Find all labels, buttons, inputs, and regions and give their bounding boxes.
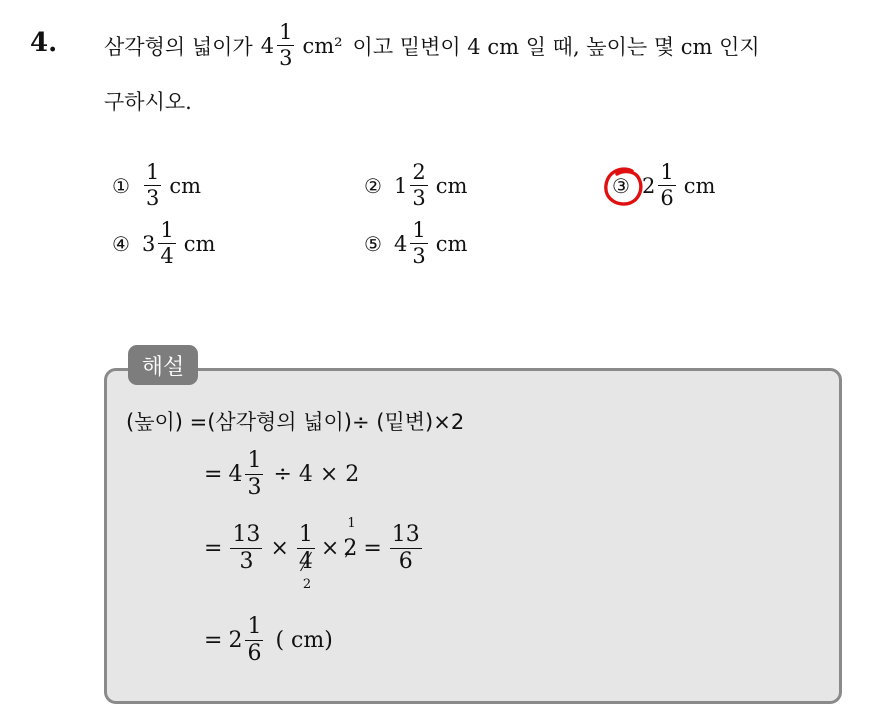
area-denominator: 3 <box>279 46 293 70</box>
solution-line-3-f1-den: 3 <box>239 549 254 574</box>
option-2-fraction <box>410 162 427 209</box>
solution-line-4-eq: = <box>204 628 223 653</box>
area-whole: 4 <box>260 33 275 58</box>
option-3-fraction <box>658 162 675 209</box>
solution-line-2-eq: = <box>204 462 223 487</box>
option-1-den: 3 <box>145 186 160 210</box>
solution-line-3-fraction-1 <box>230 524 262 573</box>
option-5-den: 3 <box>412 244 426 268</box>
solution-line-3-two: 2 <box>343 536 358 561</box>
solution-line-3-f2-num: 1 <box>298 522 313 547</box>
area-unit: cm² <box>302 33 343 58</box>
option-3-whole: 2 <box>641 173 656 198</box>
option-1-unit: cm <box>169 173 201 198</box>
solution-line-3-two-reduced: 1 <box>347 516 356 531</box>
solution-line-3-fraction-2 <box>297 522 315 592</box>
solution-line-3-f2-den-reduced: 2 <box>302 577 312 592</box>
option-4-num: 1 <box>160 218 174 242</box>
option-3[interactable] <box>612 162 715 209</box>
solution-line-3-f3-num: 13 <box>391 522 420 547</box>
solution-line-4-den: 6 <box>247 641 262 666</box>
solution-line-2-whole: 4 <box>228 462 243 487</box>
solution-line-2-fraction <box>245 450 263 499</box>
option-5-whole: 4 <box>393 231 408 256</box>
question-line-1 <box>104 22 760 69</box>
option-4[interactable] <box>112 220 215 267</box>
option-1[interactable] <box>112 162 201 209</box>
solution-line-3-f1-num: 13 <box>232 522 261 547</box>
option-4-mark: ④ <box>112 231 130 256</box>
solution-line-2-num: 1 <box>247 448 262 473</box>
option-1-mark: ① <box>112 173 130 198</box>
area-fraction <box>277 22 294 69</box>
option-2-mark: ② <box>364 173 382 198</box>
solution-line-2 <box>204 450 359 499</box>
solution-line-4-num: 1 <box>247 614 262 639</box>
option-3-mark-glyph: ③ <box>612 173 630 198</box>
option-2[interactable] <box>364 162 467 209</box>
solution-line-3 <box>204 516 424 592</box>
solution-line-3-f2-den: 4 <box>298 549 313 574</box>
solution-line-3-times-1: × <box>270 536 289 561</box>
question-line-2: 구하시오. <box>104 90 192 114</box>
option-2-whole: 1 <box>393 173 408 198</box>
solution-line-4-unit: ( cm) <box>275 628 333 653</box>
solution-line-2-den: 3 <box>247 475 262 500</box>
option-4-den: 4 <box>160 244 174 268</box>
solution-line-3-eq-2: = <box>363 536 382 561</box>
option-4-whole: 3 <box>141 231 156 256</box>
option-2-unit: cm <box>435 173 468 198</box>
option-4-fraction <box>158 220 175 267</box>
solution-line-4-fraction <box>245 616 263 665</box>
selection-circle-icon <box>602 165 646 209</box>
option-5-unit: cm <box>435 231 468 256</box>
solution-line-3-fraction-3 <box>390 524 422 573</box>
question-text-b: 이고 밑변이 4 cm 일 때, 높이는 몇 cm 인지 <box>352 34 760 59</box>
option-2-den: 3 <box>412 186 426 210</box>
option-5-fraction <box>410 220 427 267</box>
solution-line-4-whole: 2 <box>228 628 243 653</box>
option-3-unit: cm <box>683 173 716 198</box>
solution-line-3-f2-den-cancelled <box>297 549 315 573</box>
solution-line-3-times-2: × <box>320 536 340 561</box>
solution-line-1: (높이) =(삼각형의 넓이)÷ (밑변)×2 <box>126 410 465 434</box>
option-5-mark: ⑤ <box>364 231 382 256</box>
area-numerator: 1 <box>279 20 293 44</box>
option-1-num: 1 <box>145 160 160 184</box>
solution-line-3-f3-den: 6 <box>398 549 413 574</box>
option-5[interactable] <box>364 220 467 267</box>
option-3-den: 6 <box>660 186 674 210</box>
option-3-mark <box>612 174 630 198</box>
solution-line-3-two-cancelled <box>343 516 358 561</box>
question-number: 4. <box>30 28 58 58</box>
solution-line-2-rest: ÷ 4 × 2 <box>273 462 360 487</box>
solution-line-3-eq: = <box>204 536 223 561</box>
solution-line-4 <box>204 616 333 665</box>
option-2-num: 2 <box>412 160 426 184</box>
question-text-a: 삼각형의 넓이가 <box>104 34 253 59</box>
option-3-num: 1 <box>660 160 674 184</box>
option-4-unit: cm <box>183 231 216 256</box>
option-1-fraction <box>144 162 161 209</box>
solution-tag: 해설 <box>128 345 198 385</box>
option-5-num: 1 <box>412 218 426 242</box>
